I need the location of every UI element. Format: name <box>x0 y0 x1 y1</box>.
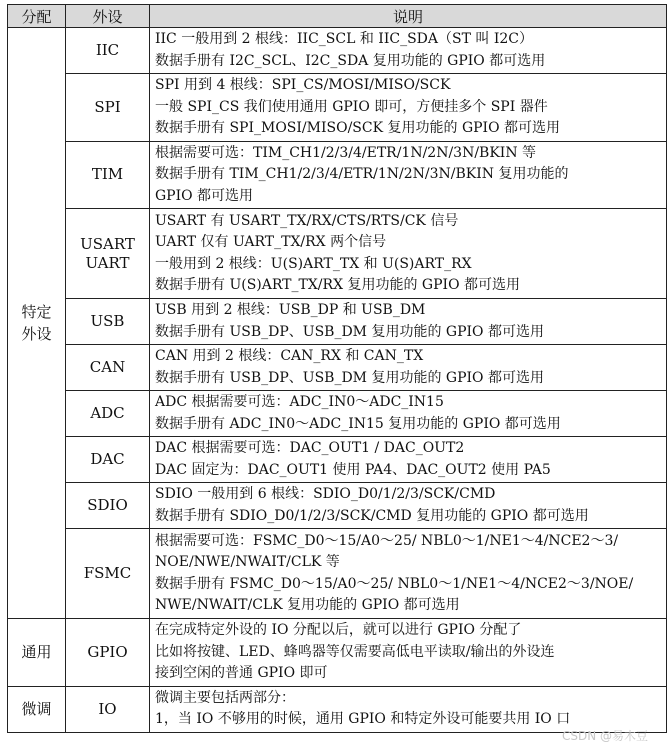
group-label: 微调 <box>21 700 52 718</box>
peripheral-name: USART <box>80 234 135 253</box>
peripheral-cell <box>66 391 150 437</box>
table-row <box>8 391 667 437</box>
description-line: 数据手册有 ADC_IN0～ADC_IN15 复用功能的 GPIO 都可选用 <box>155 415 561 432</box>
peripheral-name: UART <box>85 253 130 272</box>
description-line: DAC 固定为：DAC_OUT1 使用 PA4、DAC_OUT2 使用 PA5 <box>155 461 551 478</box>
table-row <box>8 209 667 299</box>
description-line: USB 用到 2 根线：USB_DP 和 USB_DM <box>155 302 426 318</box>
table-row <box>8 529 667 619</box>
description-line: 接到空闲的普通 GPIO 即可 <box>155 665 328 681</box>
watermark: CSDN @易木豆 <box>561 729 648 743</box>
group-cell <box>8 28 66 619</box>
peripheral-name: SPI <box>94 97 121 116</box>
peripheral-cell <box>66 686 150 732</box>
description-cell <box>150 74 667 142</box>
table-row <box>8 483 667 529</box>
description-line: 数据手册有 SPI_MOSI/MISO/SCK 复用功能的 GPIO 都可选用 <box>155 120 561 136</box>
header-description: 说明 <box>150 5 667 28</box>
peripheral-name: TIM <box>91 165 124 184</box>
table-row <box>8 74 667 142</box>
description-line: NOE/NWE/NWAIT/CLK 等 <box>155 554 340 570</box>
table-row <box>8 437 667 483</box>
table-row <box>8 619 667 687</box>
description-cell <box>150 28 667 74</box>
peripheral-cell <box>66 28 150 74</box>
table-row <box>8 28 667 74</box>
peripheral-name: GPIO <box>87 642 128 661</box>
description-line: IIC 一般用到 2 根线：IIC_SCL 和 IIC_SDA（ST 叫 I2C） <box>155 31 533 47</box>
description-cell <box>150 686 667 732</box>
description-line: 数据手册有 FSMC_D0～15/A0～25/ NBL0～1/NE1～4/NCE2～3/NOE/ <box>155 575 634 592</box>
description-cell <box>150 209 667 299</box>
description-cell <box>150 529 667 619</box>
description-line: 根据需要可选：TIM_CH1/2/3/4/ETR/1N/2N/3N/BKIN 等 <box>155 144 537 161</box>
group-cell <box>8 619 66 687</box>
description-line: 微调主要包括两部分： <box>155 689 295 706</box>
description-cell <box>150 483 667 529</box>
description-cell <box>150 391 667 437</box>
description-line: CAN 用到 2 根线：CAN_RX 和 CAN_TX <box>155 348 424 364</box>
description-line: DAC 根据需要可选：DAC_OUT1 / DAC_OUT2 <box>155 440 465 456</box>
peripheral-cell <box>66 299 150 345</box>
peripheral-name: DAC <box>90 450 125 468</box>
header-peripheral: 外设 <box>66 5 150 28</box>
description-line: SDIO 一般用到 6 根线：SDIO_D0/1/2/3/SCK/CMD <box>155 486 496 502</box>
header-row <box>8 5 667 28</box>
description-cell <box>150 345 667 391</box>
description-line: 根据需要可选：FSMC_D0～15/A0～25/ NBL0～1/NE1～4/NCE2～3/ <box>155 532 619 549</box>
description-line: 在完成特定外设的 IO 分配以后，就可以进行 GPIO 分配了 <box>155 622 522 638</box>
description-line: SPI 用到 4 根线：SPI_CS/MOSI/MISO/SCK <box>155 77 451 93</box>
peripheral-cell <box>66 141 150 209</box>
peripheral-cell <box>66 209 150 299</box>
peripheral-cell <box>66 483 150 529</box>
description-line: 数据手册有 USB_DP、USB_DM 复用功能的 GPIO 都可选用 <box>155 369 544 386</box>
peripheral-name: IO <box>98 699 117 718</box>
group-label: 通用 <box>21 643 52 662</box>
description-line: 数据手册有 USB_DP、USB_DM 复用功能的 GPIO 都可选用 <box>155 323 544 340</box>
peripheral-name: FSMC <box>83 564 132 582</box>
description-cell <box>150 437 667 483</box>
description-cell <box>150 619 667 687</box>
peripheral-cell <box>66 619 150 687</box>
table-row <box>8 299 667 345</box>
description-line: UART 仅有 UART_TX/RX 两个信号 <box>155 234 387 250</box>
description-line: ADC 根据需要可选：ADC_IN0～ADC_IN15 <box>155 394 444 410</box>
peripheral-name: IIC <box>95 41 120 59</box>
description-line: USART 有 USART_TX/RX/CTS/RTS/CK 信号 <box>155 212 459 229</box>
group-cell <box>8 686 66 732</box>
description-line: 比如将按键、LED、蜂鸣器等仅需要高低电平读取/输出的外设连 <box>155 643 555 660</box>
table-row <box>8 141 667 209</box>
group-label: 特定 <box>21 303 52 321</box>
table-row <box>8 686 667 732</box>
description-line: 一般用到 2 根线：U(S)ART_TX 和 U(S)ART_RX <box>155 255 472 272</box>
peripheral-name: SDIO <box>87 496 128 514</box>
peripheral-cell <box>66 74 150 142</box>
group-label: 外设 <box>21 325 52 343</box>
peripheral-cell <box>66 345 150 391</box>
description-line: 数据手册有 TIM_CH1/2/3/4/ETR/1N/2N/3N/BKIN 复用功能的 <box>155 166 569 182</box>
description-line: NWE/NWAIT/CLK 复用功能的 GPIO 都可选用 <box>155 597 460 613</box>
peripheral-name: CAN <box>89 358 126 376</box>
peripheral-cell <box>66 437 150 483</box>
description-cell <box>150 141 667 209</box>
description-line: GPIO 都可选用 <box>155 187 254 204</box>
description-cell <box>150 299 667 345</box>
peripheral-name: USB <box>90 312 125 330</box>
description-line: 数据手册有 U(S)ART_TX/RX 复用功能的 GPIO 都可选用 <box>155 277 520 293</box>
description-line: 一般 SPI_CS 我们使用通用 GPIO 即可，方便挂多个 SPI 器件 <box>155 98 548 115</box>
peripheral-name: ADC <box>90 404 125 422</box>
description-line: 数据手册有 SDIO_D0/1/2/3/SCK/CMD 复用功能的 GPIO 都可选用 <box>155 507 589 524</box>
description-line: 1，当 IO 不够用的时候，通用 GPIO 和特定外设可能要共用 IO 口 <box>155 711 571 727</box>
peripheral-cell <box>66 529 150 619</box>
io-allocation-table <box>7 4 667 733</box>
table-row <box>8 345 667 391</box>
header-allocation: 分配 <box>8 5 66 28</box>
description-line: 数据手册有 I2C_SCL、I2C_SDA 复用功能的 GPIO 都可选用 <box>155 52 546 69</box>
